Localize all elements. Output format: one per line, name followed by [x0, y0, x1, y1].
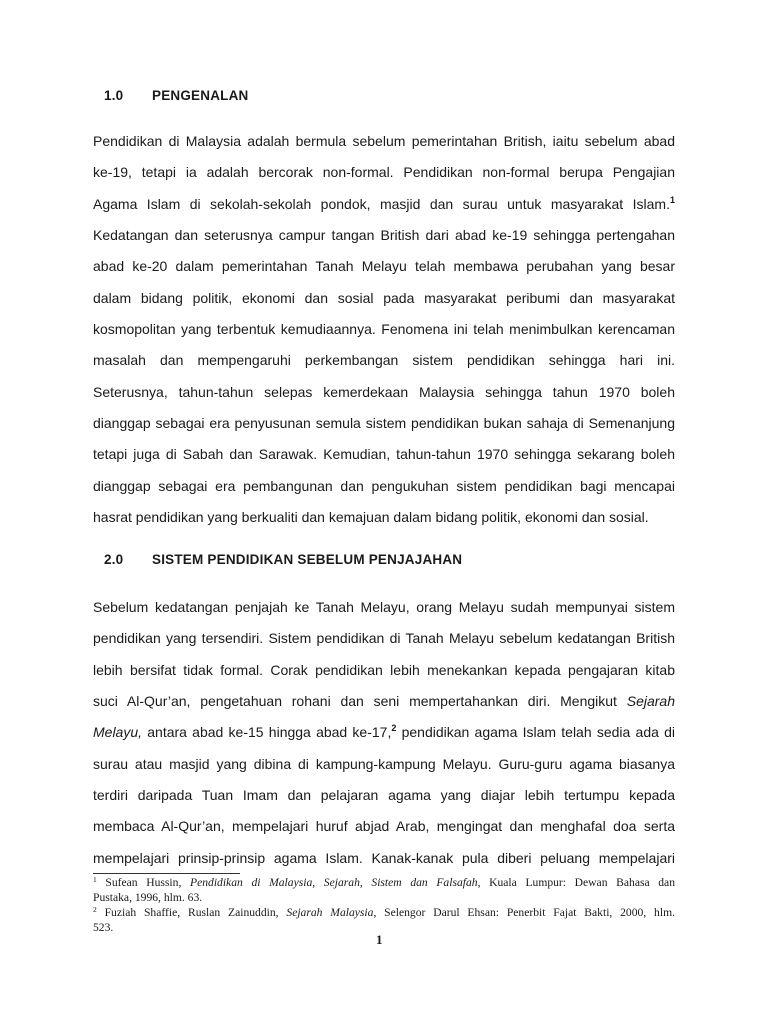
section-title: PENGENALAN: [152, 88, 249, 103]
paragraph-line: terdiri daripada Tuan Imam dan pelajaran agama yang diajar lebih tertumpu kepada: [93, 787, 675, 804]
footnote-book-title: Sejarah Malaysia: [286, 906, 374, 919]
italic-title: Sejarah: [626, 693, 676, 710]
paragraph-pre-colonial: [93, 592, 675, 874]
paragraph-line: hasrat pendidikan yang berkualiti dan kemajuan dalam bidang politik, ekonomi dan sosial.: [93, 509, 649, 526]
paragraph-line: Seterusnya, tahun-tahun selepas kemerdekaan Malaysia sehingga tahun 1970 boleh: [93, 383, 675, 400]
footnote-reference: 2: [391, 723, 397, 734]
section-title: SISTEM PENDIDIKAN SEBELUM PENJAJAHAN: [152, 552, 463, 567]
footnote-separator: [93, 873, 240, 874]
paragraph-line: kosmopolitan yang terbentuk kemudiaannya. Fenomena ini telah menimbulkan kerencaman: [93, 321, 675, 338]
paragraph-introduction: [93, 126, 675, 533]
paragraph-line: Kedatangan dan seterusnya campur tangan British dari abad ke-19 sehingga pertengahan: [93, 227, 675, 244]
paragraph-line: dalam bidang politik, ekonomi dan sosial pada masyarakat peribumi dan masyarakat: [93, 289, 675, 306]
paragraph-line: Sebelum kedatangan penjajah ke Tanah Melayu, orang Melayu sudah mempunyai sistem: [93, 599, 675, 615]
paragraph-line: Pendidikan di Malaysia adalah bermula sebelum pemerintahan British, iaitu sebelum abad: [93, 133, 675, 149]
paragraph-line: dianggap sebagai era penyusunan semula sistem pendidikan bukan sahaja di Semenanjung: [93, 415, 675, 432]
paragraph-line: suci Al-Qur’an, pengetahuan rohani dan seni mempertahankan diri. Mengikut Sejarah: [93, 693, 676, 710]
footnote-1: $^1$ Sufean Hussin, Pendidikan di Malaysia, Sejarah, Sistem dan Falsafah, Kuala Lumpur: Dewan Bahasa dan Pustaka, 1996, hlm. 63.: [93, 875, 676, 904]
footnotes: [93, 875, 675, 935]
paragraph-line: membaca Al-Qur’an, mempelajari huruf abjad Arab, mengingat dan menghafal doa serta: [93, 818, 675, 835]
footnote-book-title: Pendidikan di Malaysia, Sejarah, Sistem dan Falsafah: [190, 876, 478, 889]
paragraph-line: tetapi juga di Sabah dan Sarawak. Kemudian, tahun-tahun 1970 sehingga sekarang boleh: [93, 446, 675, 463]
section-number: 2.0: [104, 552, 124, 567]
paragraph-line: surau atau masjid yang dibina di kampung-kampung Melayu. Guru-guru agama biasanya: [93, 755, 675, 772]
paragraph-line: lebih bersifat tidak formal. Corak pendidikan lebih menekankan kepada pengajaran kitab: [93, 661, 675, 678]
paragraph-line: Melayu, antara abad ke-15 hingga abad ke-17,$^2$ pendidikan agama Islam telah sedia ada di: [93, 723, 676, 741]
paragraph-line: ke-19, tetapi ia adalah bercorak non-formal. Pendidikan non-formal berupa Pengajian: [93, 164, 675, 181]
paragraph-line: masalah dan mempengaruhi perkembangan sistem pendidikan sehingga hari ini.: [93, 352, 675, 369]
footnote-reference: 1: [669, 194, 675, 205]
paragraph-line: abad ke-20 dalam pemerintahan Tanah Melayu telah membawa perubahan yang besar: [93, 258, 675, 275]
paragraph-line: Agama Islam di sekolah-sekolah pondok, masjid dan surau untuk masyarakat Islam.$^1$: [93, 194, 675, 212]
footnote-2: $^2$ Fuziah Shaffie, Ruslan Zainuddin, Sejarah Malaysia, Selengor Darul Ehsan: Penerbit Fajat Bakti, 2000, hlm. 523.: [93, 905, 675, 934]
italic-title: Melayu,: [93, 724, 143, 741]
paragraph-line: dianggap sebagai era pembangunan dan pengukuhan sistem pendidikan bagi mencapai: [93, 477, 675, 494]
page-number: 1: [376, 932, 383, 947]
section-number: 1.0: [104, 88, 124, 103]
paragraph-line: pendidikan yang tersendiri. Sistem pendidikan di Tanah Melayu sebelum kedatangan British: [93, 630, 675, 647]
paragraph-line: mempelajari prinsip-prinsip agama Islam. Kanak-kanak pula diberi peluang mempelajari: [93, 849, 675, 866]
footnote-mark: 1: [93, 875, 97, 884]
section-heading-2: [104, 552, 462, 567]
section-heading-1: [104, 88, 249, 103]
footnote-mark: 2: [93, 905, 97, 914]
